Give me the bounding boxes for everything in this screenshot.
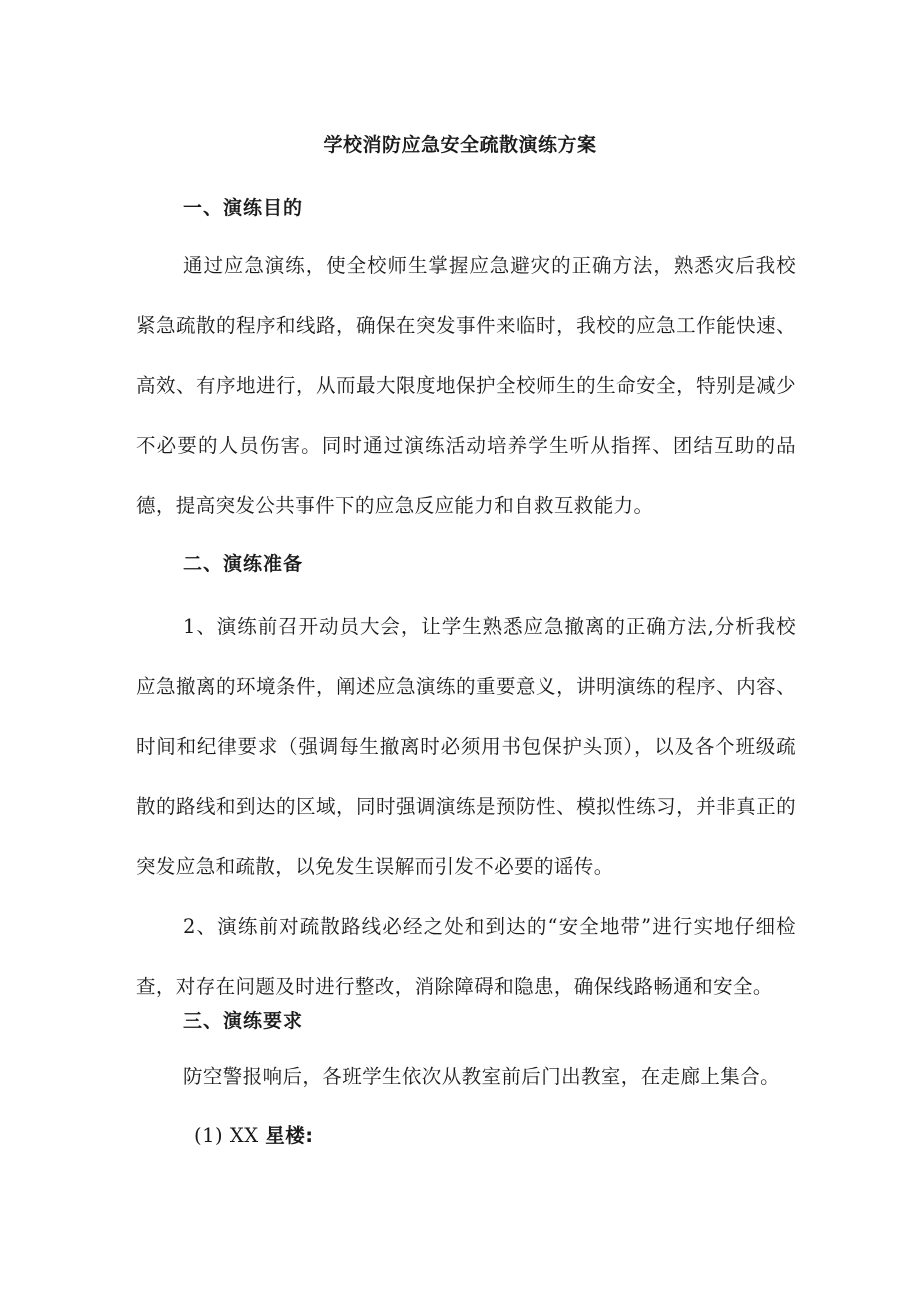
- document-title: 学校消防应急安全疏散演练方案: [323, 134, 597, 156]
- subheading-bold: 星楼:: [265, 1124, 314, 1147]
- section-heading-requirements: 三、演练要求: [183, 1010, 304, 1032]
- subheading-prefix: (1) XX: [194, 1124, 259, 1147]
- subheading-building: [194, 1122, 314, 1150]
- paragraph-preparation-1: 1、演练前召开动员大会，让学生熟悉应急撤离的正确方法,分析我校应急撤离的环境条件，阐述应急演练的重要意义，讲明演练的程序、内容、时间和纪律要求（强调每生撤离时必须用书包保护头顶），以及各个班级疏散的路线和到达的区域，同时强调演练是预防性、模拟性练习，并非真正的突发应急和疏散，以免发生误解而引发不必要的谣传。: [136, 615, 796, 878]
- paragraph-purpose: 通过应急演练，使全校师生掌握应急避灾的正确方法，熟悉灾后我校紧急疏散的程序和线路，确保在突发事件来临时，我校的应急工作能快速、高效、有序地进行，从而最大限度地保护全校师生的生命安全，特别是减少不必要的人员伤害。同时通过演练活动培养学生听从指挥、团结互助的品德，提高突发公共事件下的应急反应能力和自救互救能力。: [136, 254, 796, 517]
- paragraph-preparation-2: 2、演练前对疏散路线必经之处和到达的“安全地带”进行实地仔细检查，对存在问题及时进行整改，消除障碍和隐患，确保线路畅通和安全。: [136, 915, 796, 998]
- section-heading-preparation: 二、演练准备: [183, 553, 304, 575]
- paragraph-requirements: 防空警报响后，各班学生依次从教室前后门出教室，在走廊上集合。: [183, 1065, 781, 1088]
- section-heading-purpose: 一、演练目的: [183, 197, 304, 219]
